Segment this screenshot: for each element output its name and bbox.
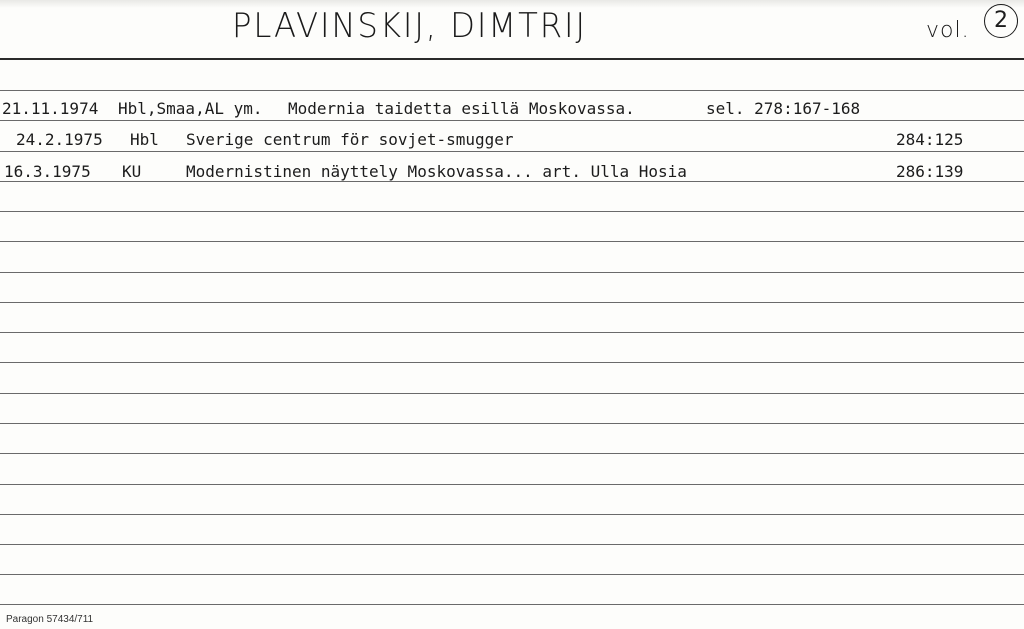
ruled-line xyxy=(0,302,1024,303)
ruled-line xyxy=(0,574,1024,575)
entry-text: Sverige centrum för sovjet-smugger xyxy=(186,130,514,149)
ruled-line xyxy=(0,393,1024,394)
ruled-line xyxy=(0,453,1024,454)
volume-label: vol. xyxy=(926,18,970,43)
ruled-line xyxy=(0,272,1024,273)
ruled-line xyxy=(0,362,1024,363)
entry-source: KU xyxy=(122,162,142,181)
entry-source: Hbl xyxy=(130,130,159,149)
entry-row xyxy=(0,130,1024,156)
card-footer: Paragon 57434/711 xyxy=(6,614,94,625)
ruled-line xyxy=(0,90,1024,91)
ruled-line xyxy=(0,423,1024,424)
card-title: PLAVINSKIJ, DIMTRIJ xyxy=(232,6,587,46)
entry-date: 24.2.1975 xyxy=(16,130,103,149)
entry-text: Modernia taidetta esillä Moskovassa. xyxy=(288,99,635,118)
header-rule xyxy=(0,58,1024,60)
ruled-line xyxy=(0,484,1024,485)
entry-row xyxy=(0,99,1024,125)
entry-ref: 286:139 xyxy=(896,162,964,181)
entry-ref: 284:125 xyxy=(896,130,964,149)
ruled-line xyxy=(0,544,1024,545)
ruled-line xyxy=(0,604,1024,605)
entry-source: Hbl,Smaa,AL ym. xyxy=(118,99,263,118)
ruled-line xyxy=(0,211,1024,212)
entry-text: Modernistinen näyttely Moskovassa... art. Ulla Hosia xyxy=(186,162,687,181)
volume-number: 2 xyxy=(984,4,1018,38)
ruled-line xyxy=(0,332,1024,333)
entry-ref: sel. 278:167-168 xyxy=(706,99,861,118)
ruled-line xyxy=(0,241,1024,242)
entry-row xyxy=(0,162,1024,188)
entry-date: 21.11.1974 xyxy=(2,99,99,118)
entry-date: 16.3.1975 xyxy=(4,162,91,181)
ruled-line xyxy=(0,514,1024,515)
